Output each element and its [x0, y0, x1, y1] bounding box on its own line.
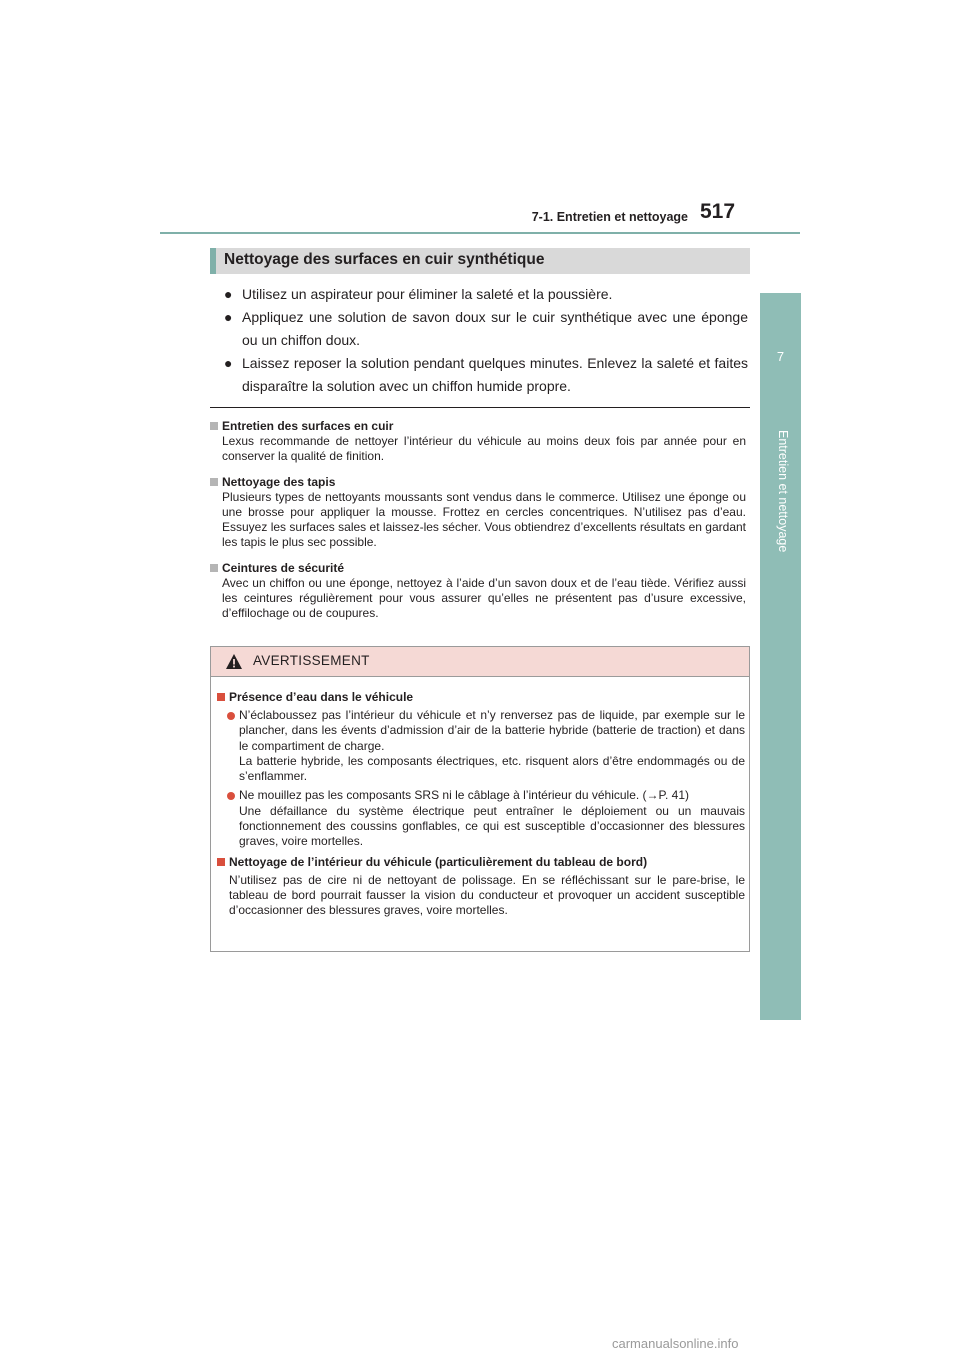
bullet-icon: ●	[224, 309, 233, 325]
chapter-tab-label: Entretien et nettoyage	[776, 430, 790, 553]
section-title-accent	[210, 248, 216, 274]
bullet-list	[222, 283, 748, 398]
page-number: 517	[700, 200, 736, 223]
warning-text: N’utilisez pas de cire ni de nettoyant de polissage. En se réfléchissant sur le pare-brise, le tableau de bord pourrait fausser la vision du conducteur et provoquer un accident susceptible d’occasionner des blessures graves, voire mortelles.	[229, 872, 745, 918]
list-item	[222, 283, 748, 306]
running-header-section: 7-1. Entretien et nettoyage	[531, 210, 688, 224]
list-item	[222, 352, 748, 398]
bullet-icon: ●	[224, 286, 233, 302]
chapter-tab-number: 7	[776, 349, 785, 364]
warning-box	[210, 646, 750, 952]
bullet-icon: ●	[224, 355, 233, 371]
bullet-text: Appliquez une solution de savon doux sur le cuir synthétique avec une éponge ou un chiffon doux.	[242, 309, 748, 348]
square-bullet-icon	[210, 564, 218, 572]
list-item	[222, 306, 748, 352]
section-title: Nettoyage des surfaces en cuir synthétique	[224, 251, 545, 268]
square-bullet-icon	[217, 858, 225, 866]
section-title-bar	[210, 248, 750, 274]
warning-bullet	[217, 788, 745, 849]
warning-header	[211, 647, 749, 677]
square-bullet-icon	[210, 422, 218, 430]
note-heading: Entretien des surfaces en cuir	[210, 418, 746, 434]
note-text: Lexus recommande de nettoyer l’intérieur du véhicule au moins deux fois par année pour en conserver la qualité de finition.	[222, 434, 746, 464]
note-text: Plusieurs types de nettoyants moussants sont vendus dans le commerce. Utilisez une éponge ou une brosse pour appliquer la mousse. Frottez en cercles concentriques. N’utilisez pas d’eau. Essuyez les surfaces sales et laissez-les sécher. Vous obtiendrez d’excellents résultats en gardant les tapis le plus sec possible.	[222, 489, 746, 550]
note-text: Avec un chiffon ou une éponge, nettoyez à l’aide d’un savon doux et de l’eau tiède. Vérifiez aussi les ceintures régulièrement pour vous assurer qu’elles ne présentent pas d’usure excessive, d’effilochage ou de coupures.	[222, 575, 746, 621]
warning-bullet	[217, 708, 745, 784]
warning-bullet-text: N’éclaboussez pas l’intérieur du véhicule et n’y renversez pas de liquide, par exemple sur le plancher, dans les évents d’admission d’air de la batterie hybride (batterie de traction) et dans le compartiment de charge. La batterie hybride, les composants électriques, etc. risquent alors d’être endommagés ou de s’enflammer.	[239, 708, 745, 784]
square-bullet-icon	[217, 693, 225, 701]
bullet-icon	[227, 792, 235, 800]
section-divider	[210, 407, 750, 408]
notes-list	[210, 418, 746, 631]
warning-triangle-icon	[225, 653, 243, 671]
bullet-text: Utilisez un aspirateur pour éliminer la saleté et la poussière.	[242, 286, 613, 302]
header-rule	[160, 232, 800, 234]
bullet-icon	[227, 712, 235, 720]
warning-heading: Nettoyage de l’intérieur du véhicule (particulièrement du tableau de bord)	[217, 854, 745, 870]
warning-bullet-text: Ne mouillez pas les composants SRS ni le câblage à l’intérieur du véhicule. (→P. 41) Une défaillance du système électrique peut entraîner le déploiement ou un mauvais fonctionnement des coussins gonflables, ce qui est susceptible d’occasionner des blessures graves, voire mortelles.	[239, 788, 745, 849]
note-heading: Ceintures de sécurité	[210, 560, 746, 576]
warning-title: AVERTISSEMENT	[253, 653, 370, 668]
square-bullet-icon	[210, 478, 218, 486]
warning-heading: Présence d’eau dans le véhicule	[217, 689, 745, 705]
bullet-text: Laissez reposer la solution pendant quelques minutes. Enlevez la saleté et faites disparaître la solution avec un chiffon humide propre.	[242, 355, 748, 394]
note-heading: Nettoyage des tapis	[210, 474, 746, 490]
watermark: carmanualsonline.info	[612, 1336, 739, 1351]
warning-body	[217, 689, 745, 919]
